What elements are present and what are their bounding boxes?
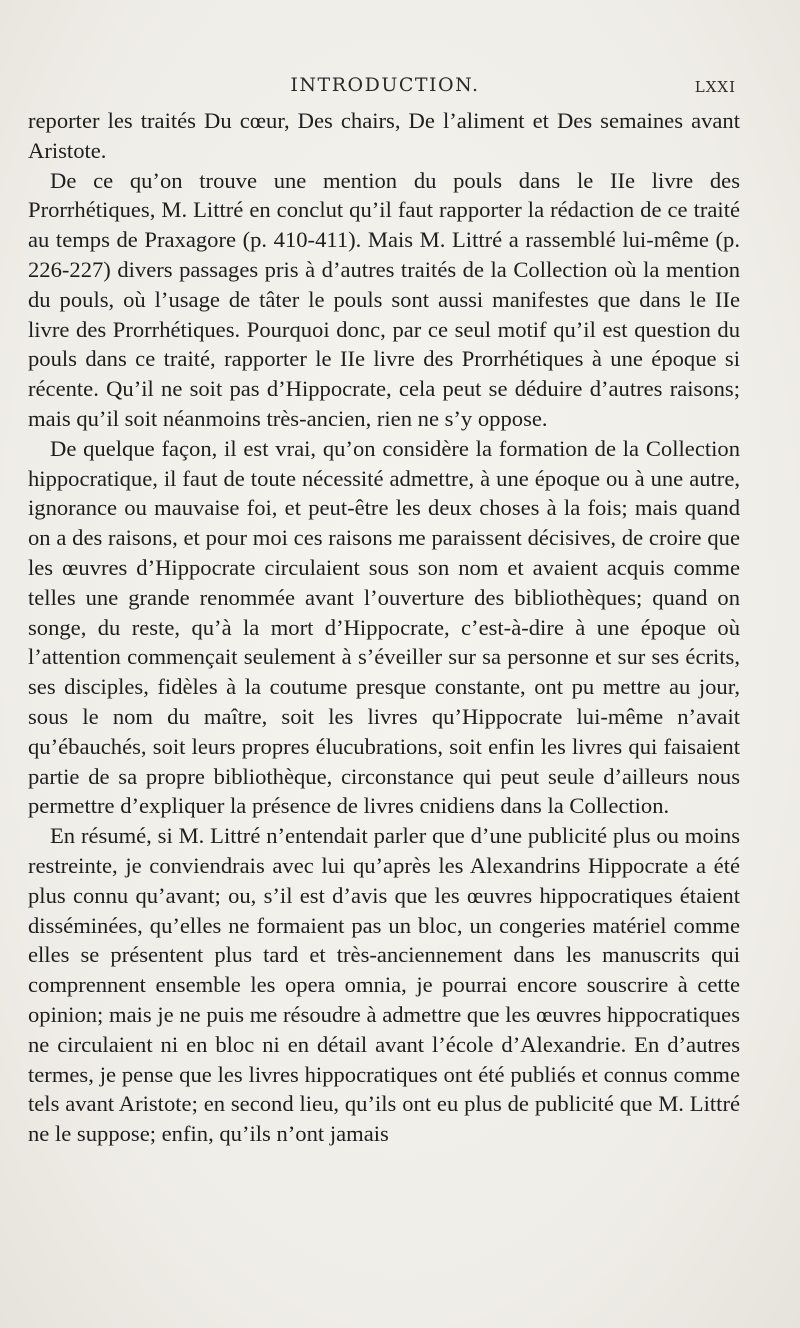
body-text xyxy=(28,106,740,1149)
paragraph-continuation: reporter les traités Du cœur, Des chairs, De l’aliment et Des semaines avant Aristote. xyxy=(28,108,740,163)
paragraph-collection: De quelque façon, il est vrai, qu’on considère la formation de la Collection hippocratique, il faut de toute nécessité admettre, à une époque ou à une autre, ignorance ou mauvaise foi, et peut-être les deux choses à la fois; mais quand on a des raisons, et pour moi ces raisons me paraissent décisives, de croire que les œuvres d’Hippocrate circulaient sous son nom et avaient acquis comme telles une grande renommée avant l’ouverture des bibliothèques; quand on songe, du reste, qu’à la mort d’Hippocrate, c’est-à-dire à une époque où l’attention commençait seulement à s’éveiller sur sa personne et sur ses écrits, ses disciples, fidèles à la coutume presque constante, ont pu mettre au jour, sous le nom du maître, soit les livres qu’Hippocrate lui-même n’avait qu’ébauchés, soit leurs propres élucubrations, soit enfin les livres qui faisaient partie de sa propre bibliothèque, circonstance qui peut seule d’ailleurs nous permettre d’expliquer la présence de livres cnidiens dans la Collection. xyxy=(28,435,740,819)
page-number: LXXI xyxy=(694,78,736,96)
paragraph-pouls: De ce qu’on trouve une mention du pouls dans le IIe livre des Prorrhétiques, M. Littré en conclut qu’il faut rapporter la rédaction de ce traité au temps de Praxagore (p. 410-411). Mais M. Littré a rassemblé lui-même (p. 226-227) divers passages pris à d’autres traités de la Collection où la mention du pouls, où l’usage de tâter le pouls sont aussi manifestes que dans le IIe livre des Prorrhétiques. Pourquoi donc, par ce seul motif qu’il est question du pouls dans ce traité, rapporter le IIe livre des Prorrhétiques à une époque si récente. Qu’il ne soit pas d’Hippocrate, cela peut se déduire d’autres raisons; mais qu’il soit néanmoins très-ancien, rien ne s’y oppose. xyxy=(28,167,740,431)
page-header xyxy=(34,70,736,100)
running-title: INTRODUCTION. xyxy=(290,74,480,96)
paragraph-resume: En résumé, si M. Littré n’entendait parler que d’une publicité plus ou moins restreinte, je conviendrais avec lui qu’après les Alexandrins Hippocrate a été plus connu qu’avant; ou, s’il est d’avis que les œuvres hippocratiques étaient disséminées, qu’elles ne formaient pas un bloc, un congeries matériel comme elles se présentent plus tard et très-anciennement dans les manuscrits qui comprennent ensemble les opera omnia, je pourrai encore souscrire à cette opinion; mais je ne puis me résoudre à admettre que les œuvres hippocratiques ne circulaient ni en bloc ni en détail avant l’école d’Alexandrie. En d’autres termes, je pense que les livres hippocratiques ont été publiés et connus comme tels avant Aristote; en second lieu, qu’ils ont eu plus de publicité que M. Littré ne le suppose; enfin, qu’ils n’ont jamais xyxy=(28,823,740,1147)
